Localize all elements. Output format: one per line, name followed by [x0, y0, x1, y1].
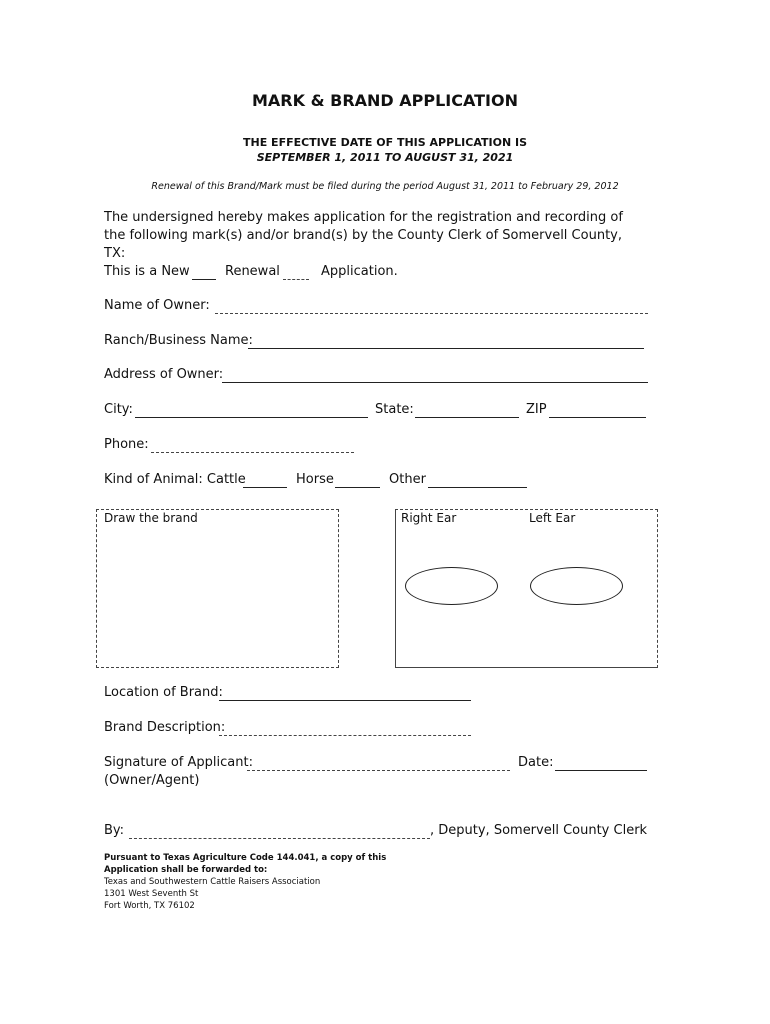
animal-kind-label: Kind of Animal: Cattle: [104, 472, 246, 487]
owner-name-field[interactable]: [215, 313, 648, 314]
ear-marks-box[interactable]: [395, 509, 658, 668]
phone-label: Phone:: [104, 437, 149, 452]
footer-statute: Pursuant to Texas Agriculture Code 144.041, a copy of this: [104, 853, 387, 863]
brand-description-field[interactable]: [219, 735, 471, 736]
deputy-label: , Deputy, Somervell County Clerk: [430, 823, 648, 838]
city-label: City:: [104, 402, 133, 417]
zip-label: ZIP: [526, 402, 547, 417]
city-field[interactable]: [135, 417, 368, 418]
right-ear-label: Right Ear: [401, 511, 457, 525]
intro-paragraph: The undersigned hereby makes application for the registration and recording of the following mark(s) and/or brand(s) by the County Clerk of Somervell County, TX:: [104, 210, 623, 261]
form-title: MARK & BRAND APPLICATION: [252, 91, 518, 110]
renewal-blank[interactable]: [283, 279, 309, 280]
right-ear-oval[interactable]: [405, 567, 498, 605]
left-ear-label: Left Ear: [529, 511, 576, 525]
state-field[interactable]: [415, 417, 519, 418]
other-field[interactable]: [428, 487, 527, 488]
ranch-name-label: Ranch/Business Name:: [104, 333, 253, 348]
new-blank[interactable]: [192, 279, 216, 280]
owner-address-field[interactable]: [222, 382, 648, 383]
date-field[interactable]: [555, 770, 647, 771]
brand-location-field[interactable]: [219, 700, 471, 701]
brand-description-label: Brand Description:: [104, 720, 226, 735]
deputy-signature-field[interactable]: [129, 838, 430, 839]
signature-label: Signature of Applicant:: [104, 755, 253, 770]
phone-field[interactable]: [151, 452, 354, 453]
brand-location-label: Location of Brand:: [104, 685, 223, 700]
zip-field[interactable]: [549, 417, 646, 418]
horse-label: Horse: [296, 472, 334, 487]
other-label: Other: [389, 472, 426, 487]
renewal-label: Renewal: [225, 264, 280, 279]
footer-street: 1301 West Seventh St: [104, 889, 199, 899]
effective-date-range: SEPTEMBER 1, 2011 TO AUGUST 31, 2021: [256, 151, 514, 164]
signature-field[interactable]: [247, 770, 510, 771]
state-label: State:: [375, 402, 414, 417]
date-label: Date:: [518, 755, 554, 770]
effective-date-heading: THE EFFECTIVE DATE OF THIS APPLICATION IS: [243, 136, 527, 149]
cattle-field[interactable]: [243, 487, 287, 488]
ranch-name-field[interactable]: [248, 348, 644, 349]
footer-forward: Application shall be forwarded to:: [104, 865, 268, 875]
application-label: Application.: [321, 264, 398, 279]
renewal-note: Renewal of this Brand/Mark must be filed during the period August 31, 2011 to February 29, 2012: [151, 181, 619, 192]
left-ear-oval[interactable]: [530, 567, 623, 605]
new-label: This is a New: [104, 264, 190, 279]
owner-address-label: Address of Owner:: [104, 367, 224, 382]
draw-brand-box[interactable]: [96, 509, 339, 668]
horse-field[interactable]: [335, 487, 380, 488]
footer-association: Texas and Southwestern Cattle Raisers Association: [104, 877, 321, 887]
draw-brand-label: Draw the brand: [104, 511, 198, 525]
owner-agent-label: (Owner/Agent): [104, 773, 200, 788]
by-label: By:: [104, 823, 125, 838]
footer-city: Fort Worth, TX 76102: [104, 901, 195, 911]
owner-name-label: Name of Owner:: [104, 298, 210, 313]
